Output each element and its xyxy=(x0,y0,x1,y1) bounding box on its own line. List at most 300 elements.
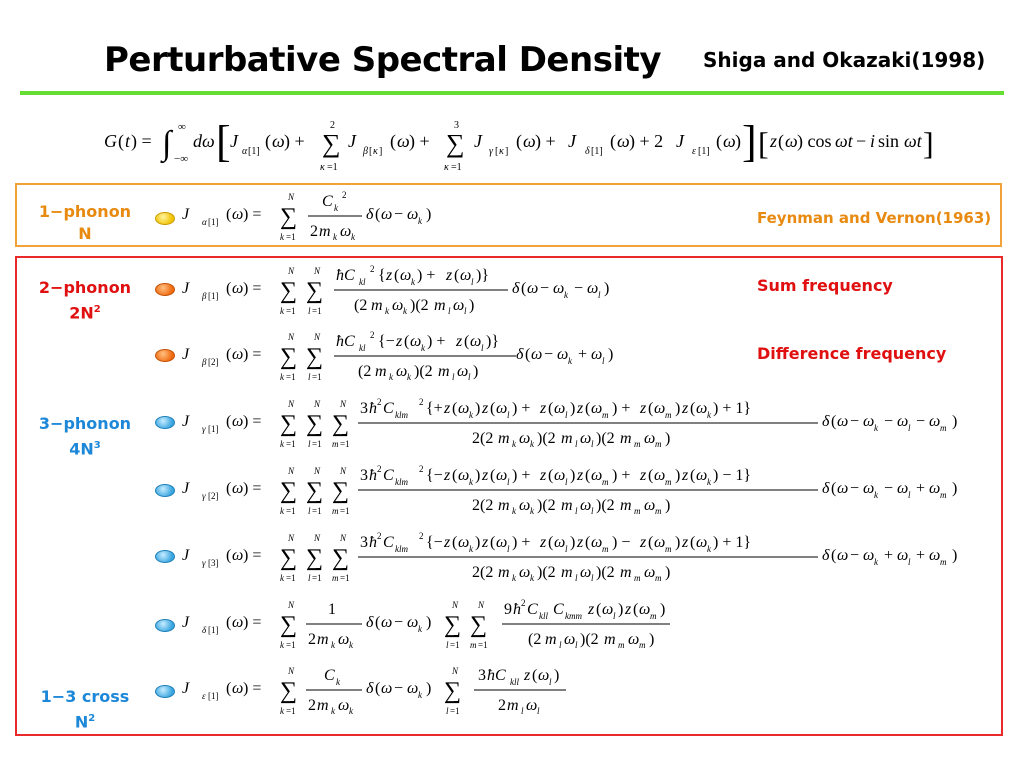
svg-text:{+: {+ xyxy=(426,400,443,417)
svg-text:2: 2 xyxy=(342,190,347,200)
equation-j-beta-2 xyxy=(176,326,656,386)
svg-text:l: l xyxy=(591,506,594,516)
svg-text:ω: ω xyxy=(837,547,849,564)
svg-text:l: l xyxy=(471,277,474,287)
svg-text:m: m xyxy=(332,573,339,583)
svg-text:=1: =1 xyxy=(340,573,350,583)
note-sum-frequency: Sum frequency xyxy=(757,276,893,295)
svg-text:m: m xyxy=(317,697,329,714)
svg-text:m: m xyxy=(634,439,641,449)
svg-text:l: l xyxy=(464,306,467,316)
three-phonon-count: 4N xyxy=(69,439,94,459)
svg-text:β: β xyxy=(202,291,207,301)
svg-text:ω: ω xyxy=(580,497,592,514)
svg-text:): ) xyxy=(649,631,655,648)
svg-text:−: − xyxy=(394,680,404,697)
svg-text:): ) xyxy=(618,601,624,618)
svg-text:ω: ω xyxy=(458,467,470,484)
svg-text:k: k xyxy=(530,439,534,449)
svg-text:k: k xyxy=(707,410,711,420)
svg-text:(: ( xyxy=(548,467,554,484)
svg-text:ω: ω xyxy=(232,480,244,497)
svg-text:2: 2 xyxy=(377,397,382,407)
svg-text:N: N xyxy=(314,266,321,276)
svg-text:(: ( xyxy=(610,131,616,151)
svg-text:m: m xyxy=(639,640,646,650)
svg-text:ħ: ħ xyxy=(369,467,377,484)
svg-text:klm: klm xyxy=(395,410,408,420)
svg-text:(: ( xyxy=(690,400,696,417)
svg-text:): ) xyxy=(952,547,958,564)
svg-text:m: m xyxy=(620,497,632,514)
svg-text:κ: κ xyxy=(499,146,504,157)
one-phonon-title: 1−phonon xyxy=(38,202,132,221)
three-phonon-count-exp: 3 xyxy=(93,440,101,451)
svg-text:[1]: [1] xyxy=(248,146,260,157)
one-phonon-label xyxy=(30,201,140,245)
svg-text:k: k xyxy=(385,306,389,316)
equation-j-gamma-2 xyxy=(176,460,996,520)
svg-text:=1: =1 xyxy=(327,162,338,173)
svg-text:(: ( xyxy=(596,601,602,618)
svg-text:N: N xyxy=(452,666,459,676)
svg-text:): ) xyxy=(675,467,681,484)
svg-text:[: [ xyxy=(758,125,769,161)
svg-text:ω: ω xyxy=(272,131,285,151)
bullet-blue-icon xyxy=(155,416,175,429)
svg-text:G: G xyxy=(104,131,117,151)
svg-text:=1: =1 xyxy=(312,506,322,516)
svg-text:dω: dω xyxy=(193,131,215,151)
svg-text:(: ( xyxy=(521,280,527,297)
svg-text:δ: δ xyxy=(822,413,830,430)
svg-text:δ: δ xyxy=(366,614,374,631)
svg-text:ω: ω xyxy=(458,400,470,417)
svg-text:kl: kl xyxy=(359,343,366,353)
svg-text:ωt: ωt xyxy=(835,131,853,151)
svg-text:∑: ∑ xyxy=(446,129,465,158)
svg-text:(: ( xyxy=(525,346,531,363)
svg-text:k: k xyxy=(564,290,568,300)
svg-text:δ: δ xyxy=(202,625,207,635)
svg-text:k: k xyxy=(512,506,516,516)
svg-text:m: m xyxy=(618,640,625,650)
svg-text:N: N xyxy=(288,192,295,202)
svg-text:ω: ω xyxy=(554,467,566,484)
svg-text:ω: ω xyxy=(654,467,666,484)
svg-text:=1: =1 xyxy=(478,640,488,650)
svg-text:kll: kll xyxy=(539,611,548,621)
svg-text:ω: ω xyxy=(496,400,508,417)
svg-text:δ: δ xyxy=(585,146,590,157)
svg-text:z: z xyxy=(640,534,647,551)
svg-text:[1]: [1] xyxy=(698,146,710,157)
two-phonon-count-exp: 2 xyxy=(93,304,101,315)
svg-text:{−: {− xyxy=(426,467,443,484)
svg-text:δ: δ xyxy=(366,680,374,697)
svg-text:δ: δ xyxy=(366,206,374,223)
svg-text:(2: (2 xyxy=(354,297,368,314)
svg-text:=1: =1 xyxy=(312,573,322,583)
svg-text:ω: ω xyxy=(400,267,412,284)
svg-text:k: k xyxy=(874,557,878,567)
svg-text:ω: ω xyxy=(338,631,350,648)
svg-text:]: ] xyxy=(379,146,383,157)
svg-text:ω: ω xyxy=(863,480,875,497)
svg-text:z: z xyxy=(482,534,489,551)
svg-text:ω: ω xyxy=(696,400,708,417)
svg-text:m: m xyxy=(507,697,519,714)
svg-text:m: m xyxy=(665,477,672,487)
svg-text:=1: =1 xyxy=(340,506,350,516)
svg-text:−∞: −∞ xyxy=(174,153,189,165)
svg-text:2: 2 xyxy=(310,223,318,240)
svg-text:m: m xyxy=(561,497,573,514)
svg-text:ω: ω xyxy=(458,534,470,551)
two-phonon-label xyxy=(30,277,140,324)
svg-text:): ) xyxy=(952,413,958,430)
svg-text:): ) xyxy=(665,430,671,447)
svg-text:m: m xyxy=(317,631,329,648)
svg-text:z: z xyxy=(682,534,689,551)
svg-text:(: ( xyxy=(831,547,837,564)
svg-text:): ) xyxy=(475,400,481,417)
svg-text:): ) xyxy=(952,480,958,497)
svg-text:N: N xyxy=(288,266,295,276)
svg-text:ħ: ħ xyxy=(369,400,377,417)
svg-text:=1: =1 xyxy=(286,232,296,242)
svg-text:ω: ω xyxy=(696,467,708,484)
svg-text:[: [ xyxy=(495,146,499,157)
svg-text:): ) xyxy=(426,614,432,631)
equation-j-delta-1 xyxy=(176,594,736,656)
svg-text:(: ( xyxy=(452,534,458,551)
svg-text:m: m xyxy=(665,410,672,420)
svg-text:α: α xyxy=(202,217,207,227)
svg-text:) =: ) = xyxy=(243,614,262,631)
svg-text:m: m xyxy=(940,490,947,500)
svg-text:ω: ω xyxy=(553,280,565,297)
svg-text:ω: ω xyxy=(232,680,244,697)
svg-text:∫: ∫ xyxy=(162,125,172,162)
svg-text:ω: ω xyxy=(470,333,482,350)
svg-text:γ: γ xyxy=(489,146,493,157)
svg-text:l: l xyxy=(575,640,578,650)
svg-text:(: ( xyxy=(831,480,837,497)
svg-text:ħC: ħC xyxy=(336,267,355,284)
svg-text:l: l xyxy=(908,490,911,500)
svg-text:ω: ω xyxy=(392,297,404,314)
svg-text:z: z xyxy=(682,400,689,417)
svg-text:∑: ∑ xyxy=(444,612,462,638)
svg-text:l: l xyxy=(575,573,578,583)
svg-text:ω: ω xyxy=(381,614,393,631)
svg-text:β: β xyxy=(202,357,207,367)
svg-text:ω: ω xyxy=(407,614,419,631)
svg-text:k: k xyxy=(469,544,473,554)
svg-text:(: ( xyxy=(452,467,458,484)
svg-text:N: N xyxy=(340,533,347,543)
svg-text:(: ( xyxy=(226,547,232,564)
svg-text:∑: ∑ xyxy=(280,478,298,504)
svg-text:ω: ω xyxy=(457,363,469,380)
svg-text:) =: ) = xyxy=(243,480,262,497)
svg-text:l: l xyxy=(565,410,568,420)
svg-text:): ) xyxy=(660,601,666,618)
svg-text:): ) xyxy=(426,680,432,697)
equation-j-gamma-1 xyxy=(176,393,996,453)
svg-text:l: l xyxy=(613,611,616,621)
svg-text:m: m xyxy=(498,430,510,447)
svg-text:m: m xyxy=(655,439,662,449)
svg-text:klm: klm xyxy=(395,477,408,487)
svg-text:)(2: )(2 xyxy=(580,631,599,648)
svg-text:[1]: [1] xyxy=(208,691,219,701)
svg-text:=1: =1 xyxy=(312,306,322,316)
svg-text:ω: ω xyxy=(531,346,543,363)
svg-text:) =: ) = xyxy=(131,131,152,151)
svg-text:k: k xyxy=(280,706,284,716)
svg-text:m: m xyxy=(634,573,641,583)
svg-text:): ) xyxy=(426,206,432,223)
svg-text:[1]: [1] xyxy=(208,625,219,635)
svg-text:2(2: 2(2 xyxy=(472,497,494,514)
svg-text:l: l xyxy=(549,677,552,687)
equation-j-gamma-3 xyxy=(176,527,996,587)
svg-text:(: ( xyxy=(585,400,591,417)
svg-text:)(2: )(2 xyxy=(537,430,556,447)
svg-text:C: C xyxy=(383,400,394,417)
svg-text:[1]: [1] xyxy=(208,424,219,434)
svg-text:]: ] xyxy=(742,117,757,166)
svg-text:N: N xyxy=(340,399,347,409)
svg-text:m: m xyxy=(634,506,641,516)
svg-text:)(2: )(2 xyxy=(537,497,556,514)
svg-text:(: ( xyxy=(375,206,381,223)
svg-text:=1: =1 xyxy=(286,306,296,316)
svg-text:ω: ω xyxy=(628,631,640,648)
svg-text:−: − xyxy=(540,280,550,297)
svg-text:J: J xyxy=(568,131,576,151)
svg-text:k: k xyxy=(469,477,473,487)
svg-text:(: ( xyxy=(226,480,232,497)
svg-text:) +: ) + xyxy=(417,267,436,284)
svg-text:m: m xyxy=(561,564,573,581)
svg-text:∑: ∑ xyxy=(322,129,341,158)
svg-text:ω: ω xyxy=(397,131,410,151)
svg-text:∑: ∑ xyxy=(470,612,488,638)
svg-text:=1: =1 xyxy=(286,573,296,583)
svg-text:γ: γ xyxy=(202,491,206,501)
svg-text:i: i xyxy=(870,131,876,151)
svg-text:k: k xyxy=(280,232,284,242)
svg-text:(: ( xyxy=(390,131,396,151)
svg-text:)}: )} xyxy=(476,267,490,284)
svg-text:−: − xyxy=(394,206,404,223)
svg-text:{−: {− xyxy=(378,333,395,350)
svg-text:): ) xyxy=(675,534,681,551)
svg-text:m: m xyxy=(620,430,632,447)
svg-text:=1: =1 xyxy=(451,162,462,173)
svg-text:) +: ) + xyxy=(427,333,446,350)
slide-title: Perturbative Spectral Density xyxy=(104,40,662,80)
svg-text:(: ( xyxy=(404,333,410,350)
svg-text:ω: ω xyxy=(897,480,909,497)
svg-text:γ: γ xyxy=(202,424,206,434)
svg-text:2: 2 xyxy=(377,464,382,474)
svg-text:N: N xyxy=(314,399,321,409)
svg-text:z: z xyxy=(682,467,689,484)
svg-text:=1: =1 xyxy=(450,640,460,650)
svg-text:z: z xyxy=(482,400,489,417)
svg-text:=1: =1 xyxy=(450,706,460,716)
svg-text:=1: =1 xyxy=(286,640,296,650)
svg-text:ω: ω xyxy=(639,601,651,618)
svg-text:): ) xyxy=(570,467,576,484)
svg-text:(: ( xyxy=(716,131,722,151)
svg-text:l: l xyxy=(308,372,311,382)
svg-text:2: 2 xyxy=(377,531,382,541)
svg-text:)(2: )(2 xyxy=(596,497,615,514)
svg-text:k: k xyxy=(707,477,711,487)
three-phonon-label xyxy=(30,413,140,460)
svg-text:N: N xyxy=(314,332,321,342)
svg-text:m: m xyxy=(940,557,947,567)
svg-text:z: z xyxy=(444,534,451,551)
svg-text:)}: )} xyxy=(486,333,500,350)
svg-text:)(2: )(2 xyxy=(596,564,615,581)
svg-text:m: m xyxy=(665,544,672,554)
svg-text:l: l xyxy=(446,706,449,716)
svg-text:l: l xyxy=(559,640,562,650)
svg-text:z: z xyxy=(577,400,584,417)
svg-text:z: z xyxy=(456,333,463,350)
svg-text:]: ] xyxy=(505,146,509,157)
svg-text:k: k xyxy=(331,640,335,650)
svg-text:m: m xyxy=(655,506,662,516)
svg-text:ω: ω xyxy=(232,614,244,631)
svg-text:l: l xyxy=(575,506,578,516)
svg-text:l: l xyxy=(591,439,594,449)
svg-text:) −: ) − xyxy=(612,534,631,551)
svg-text:ω: ω xyxy=(929,413,941,430)
svg-text:k: k xyxy=(351,232,355,242)
svg-text:) +: ) + xyxy=(612,467,631,484)
svg-text:(: ( xyxy=(226,280,232,297)
svg-text:N: N xyxy=(288,666,295,676)
svg-text:ω: ω xyxy=(557,346,569,363)
svg-text:l: l xyxy=(591,573,594,583)
svg-text:N: N xyxy=(314,466,321,476)
svg-text:ω: ω xyxy=(863,547,875,564)
svg-text:3: 3 xyxy=(478,667,486,684)
svg-text:): ) xyxy=(570,534,576,551)
svg-text:=1: =1 xyxy=(340,439,350,449)
svg-text:{−: {− xyxy=(426,534,443,551)
svg-text:ω: ω xyxy=(554,400,566,417)
svg-text:z: z xyxy=(444,467,451,484)
svg-text:): ) xyxy=(469,297,475,314)
svg-text:z: z xyxy=(396,333,403,350)
svg-text:ħ: ħ xyxy=(369,534,377,551)
svg-text:m: m xyxy=(498,564,510,581)
bullet-blue-icon xyxy=(155,484,175,497)
svg-text:(2: (2 xyxy=(358,363,372,380)
svg-text:ω: ω xyxy=(232,280,244,297)
svg-text:3: 3 xyxy=(360,467,368,484)
svg-text:l: l xyxy=(908,557,911,567)
svg-text:(: ( xyxy=(548,400,554,417)
svg-text:) +: ) + xyxy=(512,400,531,417)
svg-text:(: ( xyxy=(490,534,496,551)
svg-text:m: m xyxy=(319,223,331,240)
svg-text:l: l xyxy=(468,372,471,382)
svg-text:(2: (2 xyxy=(528,631,542,648)
svg-text:ω: ω xyxy=(232,413,244,430)
svg-text:α: α xyxy=(242,146,248,157)
svg-text:ω: ω xyxy=(410,333,422,350)
svg-text:) =: ) = xyxy=(243,346,262,363)
svg-text:k: k xyxy=(568,356,572,366)
svg-text:ω: ω xyxy=(602,601,614,618)
svg-text:J: J xyxy=(182,206,190,223)
svg-text:) =: ) = xyxy=(243,413,262,430)
svg-text:ω: ω xyxy=(407,206,419,223)
svg-text:k: k xyxy=(421,343,425,353)
svg-text:2(2: 2(2 xyxy=(472,430,494,447)
svg-text:k: k xyxy=(874,423,878,433)
svg-text:ω: ω xyxy=(591,400,603,417)
svg-text:sin: sin xyxy=(878,131,900,151)
svg-text:ω: ω xyxy=(929,547,941,564)
svg-text:): ) xyxy=(665,497,671,514)
svg-text:k: k xyxy=(280,640,284,650)
svg-text:(: ( xyxy=(226,680,232,697)
svg-text:(: ( xyxy=(585,467,591,484)
svg-text:m: m xyxy=(438,363,450,380)
svg-text:2: 2 xyxy=(370,330,375,340)
svg-text:ω: ω xyxy=(496,467,508,484)
svg-text:k: k xyxy=(280,439,284,449)
svg-text:δ: δ xyxy=(822,547,830,564)
svg-text:−: − xyxy=(574,280,584,297)
svg-text:ω: ω xyxy=(591,534,603,551)
svg-text:m: m xyxy=(655,573,662,583)
svg-text:∑: ∑ xyxy=(306,478,324,504)
svg-text:+: + xyxy=(916,547,926,564)
svg-text:ω: ω xyxy=(723,131,736,151)
svg-text:ω: ω xyxy=(381,680,393,697)
svg-text:N: N xyxy=(288,533,295,543)
svg-text:l: l xyxy=(521,706,524,716)
bullet-yellow-icon xyxy=(155,212,175,225)
svg-text:m: m xyxy=(604,631,616,648)
svg-text:z: z xyxy=(588,601,595,618)
svg-text:): ) xyxy=(665,564,671,581)
svg-text:): ) xyxy=(604,280,610,297)
svg-text:z: z xyxy=(640,400,647,417)
svg-text:[: [ xyxy=(216,117,231,166)
svg-text:ω: ω xyxy=(644,430,656,447)
svg-text:J: J xyxy=(676,131,684,151)
svg-text:z: z xyxy=(540,400,547,417)
svg-text:kmm: kmm xyxy=(565,611,582,621)
svg-text:J: J xyxy=(474,131,482,151)
three-phonon-title: 3−phonon xyxy=(38,414,132,433)
svg-text:2: 2 xyxy=(370,264,375,274)
svg-text:): ) xyxy=(475,467,481,484)
svg-text:ω: ω xyxy=(519,430,531,447)
